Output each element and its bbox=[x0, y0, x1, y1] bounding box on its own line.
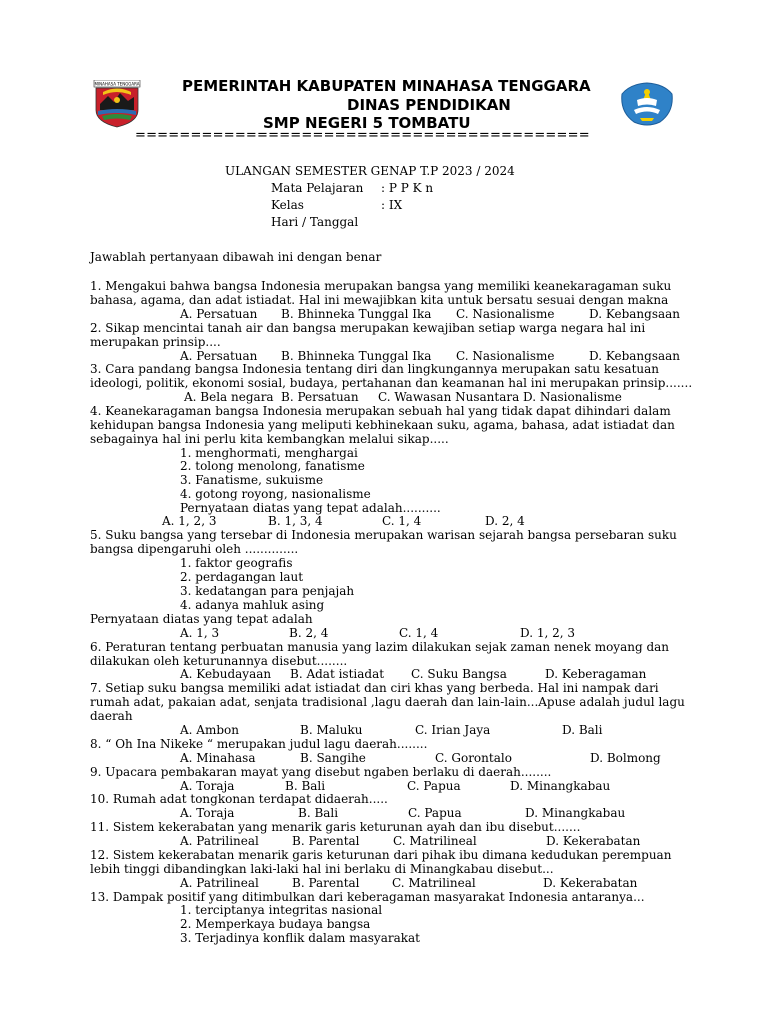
q5-item-1: 1. faktor geografis bbox=[180, 556, 293, 570]
q4-option-a: A. 1, 2, 3 bbox=[162, 514, 217, 528]
q12-line1: 12. Sistem kekerabatan menarik garis keturunan dari pihak ibu dimana kedudukan perempuan bbox=[90, 848, 672, 862]
q4-option-c: C. 1, 4 bbox=[382, 514, 422, 528]
q1-option-c: C. Nasionalisme bbox=[456, 307, 555, 321]
q5-item-2: 2. perdagangan laut bbox=[180, 570, 304, 584]
header-government: PEMERINTAH KABUPATEN MINAHASA TENGGARA bbox=[182, 77, 591, 95]
subject-label: Mata Pelajaran bbox=[271, 181, 364, 195]
q1-option-b: B. Bhinneka Tunggal Ika bbox=[281, 307, 432, 321]
class-value: : IX bbox=[381, 198, 403, 212]
q10-option-c: C. Papua bbox=[408, 806, 462, 820]
q5-option-c: C. 1, 4 bbox=[399, 626, 439, 640]
q4-line1: 4. Keanekaragaman bangsa Indonesia merupakan sebuah hal yang tidak dapat dihindari dalam bbox=[90, 404, 671, 418]
q4-item-4: 4. gotong royong, nasionalisme bbox=[180, 487, 371, 501]
q7-line3: daerah bbox=[90, 709, 133, 723]
q8-line1: 8. “ Oh Ina Nikeke “ merupakan judul lagu daerah........ bbox=[90, 737, 428, 751]
q2-line1: 2. Sikap mencintai tanah air dan bangsa merupakan kewajiban setiap warga negara hal ini bbox=[90, 321, 646, 335]
q9-option-d: D. Minangkabau bbox=[510, 779, 611, 793]
q9-option-a: A. Toraja bbox=[180, 779, 235, 793]
q13-item-1: 1. terciptanya integritas nasional bbox=[180, 903, 383, 917]
q11-option-d: D. Kekerabatan bbox=[546, 834, 641, 848]
q6-line2: dilakukan oleh keturunannya disebut........ bbox=[90, 654, 348, 668]
exam-title: ULANGAN SEMESTER GENAP T.P 2023 / 2024 bbox=[225, 164, 515, 178]
q7-option-d: D. Bali bbox=[562, 723, 603, 737]
q5-option-b: B. 2, 4 bbox=[289, 626, 329, 640]
q12-option-b: B. Parental bbox=[292, 876, 360, 890]
q4-option-b: B. 1, 3, 4 bbox=[268, 514, 323, 528]
q9-option-b: B. Bali bbox=[285, 779, 326, 793]
q3-line1: 3. Cara pandang bangsa Indonesia tentang diri dan lingkungannya merupakan satu kesatuan bbox=[90, 362, 660, 376]
q10-option-d: D. Minangkabau bbox=[525, 806, 626, 820]
q7-option-b: B. Maluku bbox=[300, 723, 363, 737]
q8-option-d: D. Bolmong bbox=[590, 751, 661, 765]
q10-option-b: B. Bali bbox=[298, 806, 339, 820]
q12-option-a: A. Patrilineal bbox=[180, 876, 259, 890]
minahasa-tenggara-emblem-icon bbox=[92, 80, 142, 128]
q7-line2: rumah adat, pakaian adat, senjata tradisional ,lagu daerah dan lain-lain...Apuse adalah judul lagu bbox=[90, 695, 685, 709]
date-label: Hari / Tanggal bbox=[271, 215, 359, 229]
subject-value: : P P K n bbox=[381, 181, 434, 195]
q5-line2: bangsa dipengaruhi oleh .............. bbox=[90, 542, 299, 556]
q12-option-c: C. Matrilineal bbox=[392, 876, 476, 890]
q12-line2: lebih tinggi dibandingkan laki-laki hal ini berlaku di Minangkabau disebut... bbox=[90, 862, 554, 876]
q13-line1: 13. Dampak positif yang ditimbulkan dari keberagaman masyarakat Indonesia antaranya... bbox=[90, 890, 645, 904]
q7-option-c: C. Irian Jaya bbox=[415, 723, 491, 737]
q5-item-3: 3. kedatangan para penjajah bbox=[180, 584, 355, 598]
instruction: Jawablah pertanyaan dibawah ini dengan benar bbox=[90, 250, 382, 264]
q2-option-c: C. Nasionalisme bbox=[456, 349, 555, 363]
q9-line1: 9. Upacara pembakaran mayat yang disebut ngaben berlaku di daerah........ bbox=[90, 765, 552, 779]
q2-option-d: D. Kebangsaan bbox=[589, 349, 681, 363]
q11-option-b: B. Parental bbox=[292, 834, 360, 848]
q4-item-3: 3. Fanatisme, sukuisme bbox=[180, 473, 324, 487]
q7-option-a: A. Ambon bbox=[180, 723, 239, 737]
header-school: SMP NEGERI 5 TOMBATU bbox=[263, 114, 471, 132]
q8-option-c: C. Gorontalo bbox=[435, 751, 512, 765]
q5-statement: Pernyataan diatas yang tepat adalah bbox=[90, 612, 313, 626]
q10-line1: 10. Rumah adat tongkonan terdapat didaerah..... bbox=[90, 792, 388, 806]
q1-option-a: A. Persatuan bbox=[180, 307, 258, 321]
q10-option-a: A. Toraja bbox=[180, 806, 235, 820]
q8-option-a: A. Minahasa bbox=[180, 751, 256, 765]
q3-line2: ideologi, politik, ekonomi sosial, budaya, pertahanan dan keamanan hal ini merupakan prinsip....... bbox=[90, 376, 693, 390]
logo-banner-text: MINAHASA TENGGARA bbox=[94, 81, 140, 87]
q1-line2: bahasa, agama, dan adat istiadat. Hal ini mewajibkan kita untuk bersatu sesuai dengan makna bbox=[90, 293, 669, 307]
q9-option-c: C. Papua bbox=[407, 779, 461, 793]
q2-line2: merupakan prinsip.... bbox=[90, 335, 221, 349]
q4-statement: Pernyataan diatas yang tepat adalah.......... bbox=[180, 501, 441, 515]
q4-line3: sebagainya hal ini perlu kita kembangkan melalui sikap..... bbox=[90, 432, 449, 446]
header-department: DINAS PENDIDIKAN bbox=[347, 96, 511, 114]
q3-option-d: D. Nasionalisme bbox=[523, 390, 622, 404]
header-divider: ========================================= bbox=[135, 128, 590, 143]
q4-item-1: 1. menghormati, menghargai bbox=[180, 446, 358, 460]
q2-option-b: B. Bhinneka Tunggal Ika bbox=[281, 349, 432, 363]
q11-option-c: C. Matrilineal bbox=[393, 834, 477, 848]
class-label: Kelas bbox=[271, 198, 304, 212]
q3-option-c: C. Wawasan Nusantara bbox=[378, 390, 520, 404]
q6-option-c: C. Suku Bangsa bbox=[411, 667, 507, 681]
q2-option-a: A. Persatuan bbox=[180, 349, 258, 363]
q13-item-2: 2. Memperkaya budaya bangsa bbox=[180, 917, 371, 931]
q1-line1: 1. Mengakui bahwa bangsa Indonesia merupakan bangsa yang memiliki keanekaragaman suku bbox=[90, 279, 672, 293]
q12-option-d: D. Kekerabatan bbox=[543, 876, 638, 890]
q5-option-d: D. 1, 2, 3 bbox=[520, 626, 575, 640]
q6-option-d: D. Keberagaman bbox=[545, 667, 647, 681]
q4-item-2: 2. tolong menolong, fanatisme bbox=[180, 459, 365, 473]
q6-line1: 6. Peraturan tentang perbuatan manusia yang lazim dilakukan sejak zaman nenek moyang dan bbox=[90, 640, 670, 654]
q5-item-4: 4. adanya mahluk asing bbox=[180, 598, 325, 612]
q3-option-a: A. Bela negara bbox=[184, 390, 274, 404]
q6-option-a: A. Kebudayaan bbox=[180, 667, 272, 681]
q13-item-3: 3. Terjadinya konflik dalam masyarakat bbox=[180, 931, 420, 945]
q11-option-a: A. Patrilineal bbox=[180, 834, 259, 848]
q5-option-a: A. 1, 3 bbox=[180, 626, 220, 640]
q5-line1: 5. Suku bangsa yang tersebar di Indonesia merupakan warisan sejarah bangsa persebaran suku bbox=[90, 528, 677, 542]
q7-line1: 7. Setiap suku bangsa memiliki adat istiadat dan ciri khas yang berbeda. Hal ini nampak dari bbox=[90, 681, 659, 695]
tut-wuri-handayani-emblem-icon bbox=[620, 82, 674, 128]
q6-option-b: B. Adat istiadat bbox=[290, 667, 385, 681]
q4-line2: kehidupan bangsa Indonesia yang meliputi kebhinekaan suku, agama, bahasa, adat istiadat dan bbox=[90, 418, 675, 432]
q8-option-b: B. Sangihe bbox=[300, 751, 366, 765]
q3-option-b: B. Persatuan bbox=[281, 390, 359, 404]
q11-line1: 11. Sistem kekerabatan yang menarik garis keturunan ayah dan ibu disebut....... bbox=[90, 820, 581, 834]
q1-option-d: D. Kebangsaan bbox=[589, 307, 681, 321]
q4-option-d: D. 2, 4 bbox=[485, 514, 525, 528]
